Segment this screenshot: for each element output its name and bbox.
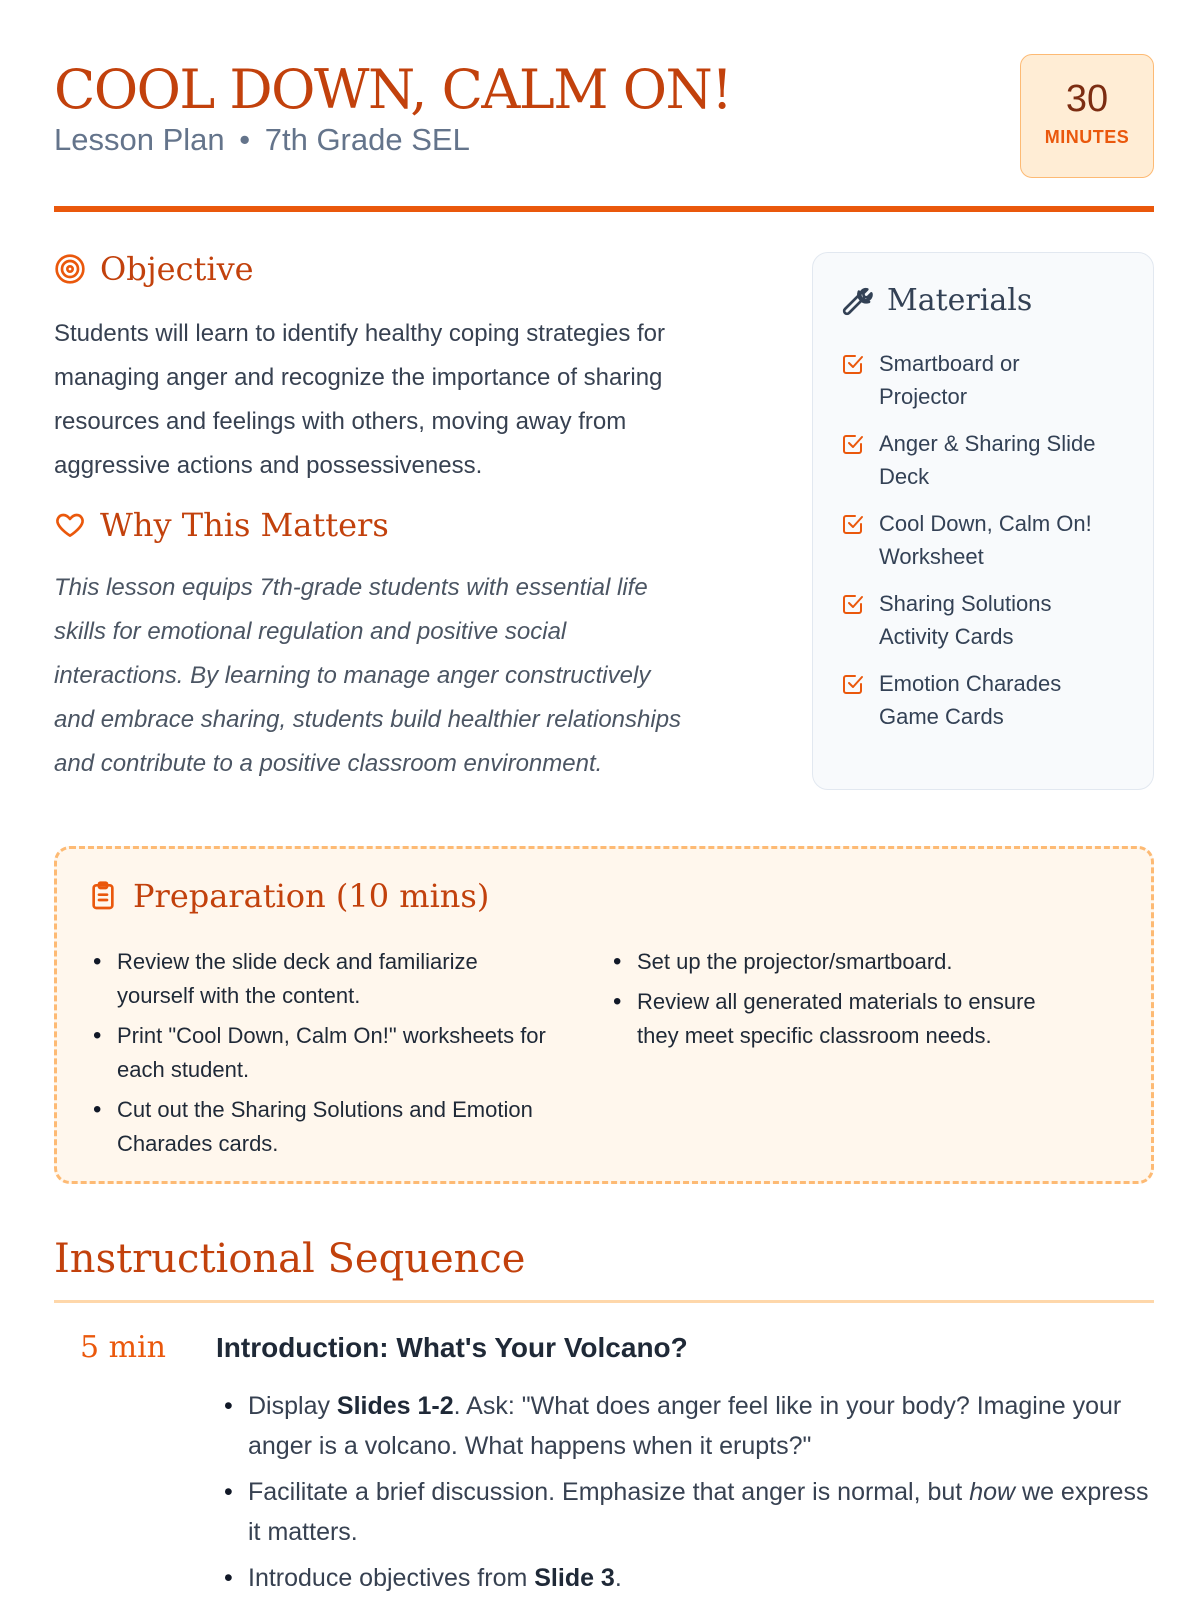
preparation-box — [54, 846, 1154, 1184]
duration-unit: MINUTES — [1044, 127, 1130, 147]
material-text: Projector — [879, 384, 968, 409]
material-text: Sharing Solutions — [879, 591, 1052, 616]
slide-ref: Slide 3 — [534, 1564, 615, 1592]
material-text: Cool Down, Calm On! — [879, 511, 1092, 536]
prep-text: each student. — [117, 1057, 250, 1082]
step-text: Introduce objectives from — [248, 1564, 535, 1592]
list-item — [87, 945, 587, 1013]
checkbox-checked-icon — [841, 512, 865, 536]
objective-line: managing anger and recognize the importance of sharing — [54, 364, 663, 391]
material-text: Anger & Sharing Slide — [879, 431, 1096, 456]
objective-text — [54, 312, 774, 488]
prep-text: they meet specific classroom needs. — [637, 1023, 992, 1048]
list-item — [841, 427, 1131, 493]
why-line: skills for emotional regulation and positive social — [54, 618, 567, 645]
objective-label: Objective — [100, 250, 254, 288]
page-title: COOL DOWN, CALM ON! — [54, 58, 732, 121]
preparation-list-left — [87, 945, 587, 1167]
material-text: Worksheet — [879, 544, 984, 569]
prep-text: Set up the projector/smartboard. — [637, 949, 953, 974]
material-text: Game Cards — [879, 704, 1004, 729]
materials-heading — [841, 283, 1032, 318]
page-subtitle — [54, 120, 470, 160]
prep-text: Print "Cool Down, Calm On!" worksheets for — [117, 1023, 546, 1048]
objective-line: aggressive actions and possessiveness. — [54, 452, 483, 479]
list-item — [607, 945, 1127, 979]
subtitle-doc-type: Lesson Plan — [54, 122, 225, 157]
prep-text: Cut out the Sharing Solutions and Emotion — [117, 1097, 533, 1122]
header-divider — [54, 206, 1154, 212]
slide-ref: Slides 1-2 — [336, 1392, 454, 1420]
why-line: This lesson equips 7th-grade students with essential life — [54, 574, 648, 601]
checkbox-checked-icon — [841, 672, 865, 696]
preparation-label: Preparation (10 mins) — [133, 877, 490, 915]
list-item — [87, 1093, 587, 1161]
why-line: and embrace sharing, students build healthier relationships — [54, 706, 682, 733]
sequence-divider — [54, 1300, 1154, 1303]
preparation-heading — [87, 877, 489, 915]
list-item — [841, 587, 1131, 653]
duration-badge — [1020, 54, 1154, 178]
list-item — [216, 1386, 1156, 1466]
prep-text: Review the slide deck and familiarize — [117, 949, 478, 974]
emphasis-text: how — [969, 1478, 1016, 1506]
checkbox-checked-icon — [841, 432, 865, 456]
material-text: Emotion Charades — [879, 671, 1062, 696]
subtitle-separator: • — [239, 122, 251, 157]
prep-text: Review all generated materials to ensure — [637, 989, 1036, 1014]
why-line: interactions. By learning to manage anger constructively — [54, 662, 651, 689]
material-text: Smartboard or — [879, 351, 1020, 376]
duration-value: 30 — [1065, 78, 1109, 120]
materials-card — [812, 252, 1154, 790]
sequence-heading: Instructional Sequence — [54, 1236, 526, 1282]
list-item — [87, 1019, 587, 1087]
step-text: Display — [248, 1392, 337, 1420]
list-item — [841, 667, 1131, 733]
why-heading — [54, 506, 389, 544]
why-line: and contribute to a positive classroom environment. — [54, 750, 603, 777]
objective-line: resources and feelings with others, moving away from — [54, 408, 627, 435]
prep-text: yourself with the content. — [117, 983, 361, 1008]
step-text: we express it matters. — [248, 1478, 1149, 1546]
material-text: Deck — [879, 464, 930, 489]
preparation-list-right — [607, 945, 1127, 1059]
why-label: Why This Matters — [100, 506, 389, 544]
target-icon — [54, 253, 86, 285]
wrench-icon — [841, 285, 873, 317]
step-title: Introduction: What's Your Volcano? — [216, 1332, 688, 1363]
checkbox-checked-icon — [841, 592, 865, 616]
subtitle-grade: 7th Grade SEL — [264, 122, 470, 157]
clipboard-icon — [87, 880, 119, 912]
materials-list — [841, 347, 1131, 747]
objective-heading — [54, 250, 254, 288]
list-item — [841, 507, 1131, 573]
objective-line: Students will learn to identify healthy coping strategies for — [54, 320, 666, 347]
material-text: Activity Cards — [879, 624, 1014, 649]
heart-icon — [54, 509, 86, 541]
list-item — [607, 985, 1127, 1053]
prep-text: Charades cards. — [117, 1131, 279, 1156]
step-text: . Ask: "What does anger feel like in your body? Imagine your anger is a volcano. What happens when it erupts?" — [248, 1392, 1122, 1460]
list-item — [216, 1472, 1156, 1552]
why-text — [54, 566, 774, 786]
step-list — [216, 1386, 1156, 1600]
list-item — [841, 347, 1131, 413]
checkbox-checked-icon — [841, 352, 865, 376]
materials-label: Materials — [887, 283, 1033, 318]
list-item — [216, 1558, 1156, 1598]
step-text: . — [614, 1564, 622, 1592]
header — [54, 54, 1154, 204]
step-text: Facilitate a brief discussion. Emphasize that anger is normal, but — [248, 1478, 970, 1506]
step-duration: 5 min — [80, 1330, 166, 1365]
